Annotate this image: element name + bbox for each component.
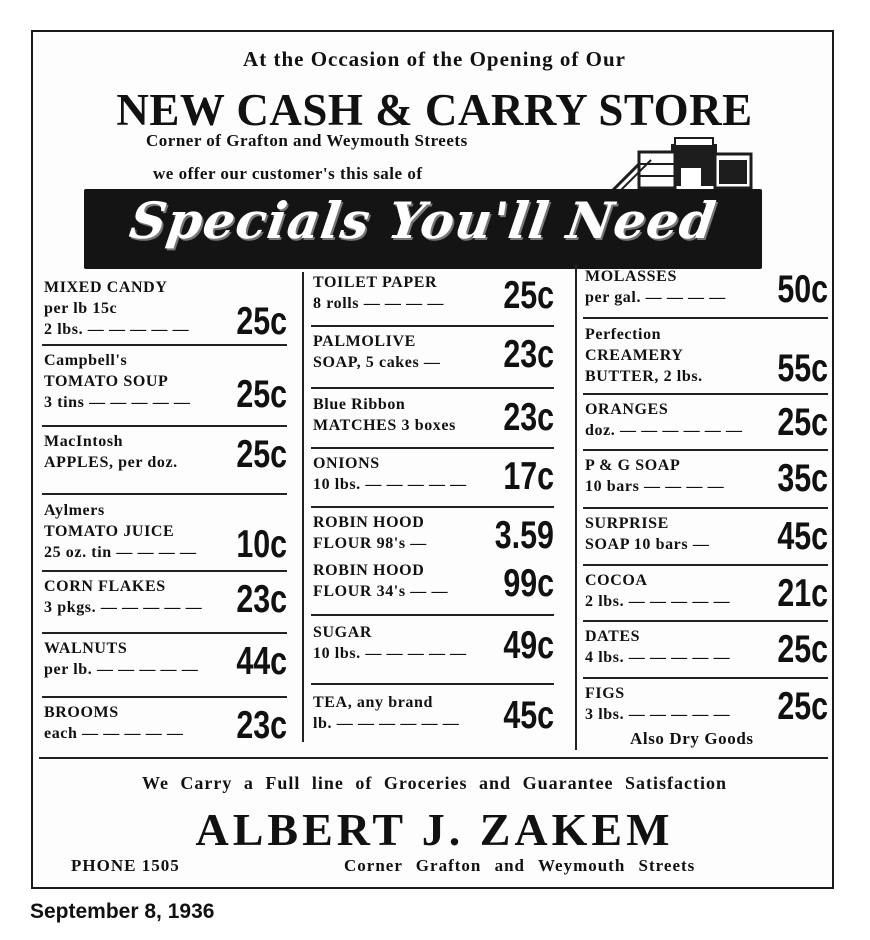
store-name-heading: NEW CASH & CARRY STORE xyxy=(116,85,753,135)
item-line: ROBIN HOOD xyxy=(313,562,425,579)
column-divider xyxy=(575,264,577,750)
item-description xyxy=(44,500,197,563)
item-description xyxy=(313,272,444,314)
item-divider xyxy=(583,564,828,566)
offer-line: we offer our customer's this sale of xyxy=(153,164,423,183)
item-line: Perfection xyxy=(585,326,662,343)
item-line: TEA, any brand xyxy=(313,694,433,711)
date-caption: September 8, 1936 xyxy=(30,900,215,923)
item-price: 17c xyxy=(503,455,554,498)
item-price: 45c xyxy=(503,694,554,737)
item-line: 3 pkgs. — — — — — xyxy=(44,599,203,616)
item-divider xyxy=(583,620,828,622)
item-divider xyxy=(42,425,287,427)
phone-number: PHONE 1505 xyxy=(71,856,180,875)
item-line: 2 lbs. — — — — — xyxy=(585,593,731,610)
item-line: 2 lbs. — — — — — xyxy=(44,321,190,338)
item-line: MOLASSES xyxy=(585,268,677,285)
item-description xyxy=(585,455,724,497)
item-line: SUGAR xyxy=(313,624,373,641)
item-line: 8 rolls — — — — xyxy=(313,295,444,312)
item-line: PALMOLIVE xyxy=(313,333,416,350)
item-line: each — — — — — xyxy=(44,725,184,742)
item-description xyxy=(313,453,467,495)
item-price: 25c xyxy=(503,274,554,317)
item-divider xyxy=(42,632,287,634)
item-description xyxy=(585,513,709,555)
item-description xyxy=(44,638,198,680)
item-description xyxy=(585,626,730,668)
item-line: TOMATO JUICE xyxy=(44,523,175,540)
item-line: Blue Ribbon xyxy=(313,396,406,413)
item-line: ONIONS xyxy=(313,455,380,472)
item-price: 3.59 xyxy=(494,514,554,557)
item-description xyxy=(44,277,189,340)
item-divider xyxy=(311,614,554,616)
item-line: Aylmers xyxy=(44,502,105,519)
item-divider xyxy=(311,506,554,508)
item-line: COCOA xyxy=(585,572,648,589)
item-description xyxy=(585,399,743,441)
item-line: BUTTER, 2 lbs. xyxy=(585,368,703,385)
item-line: FIGS xyxy=(585,685,625,702)
item-price: 99c xyxy=(503,562,554,605)
item-divider xyxy=(42,696,287,698)
item-description xyxy=(313,560,448,602)
item-line: MATCHES 3 boxes xyxy=(313,417,456,434)
item-description xyxy=(44,702,184,744)
item-line: 25 oz. tin — — — — xyxy=(44,544,197,561)
item-divider xyxy=(583,317,828,319)
item-price: 10c xyxy=(236,523,287,566)
item-price: 23c xyxy=(236,578,287,621)
item-divider xyxy=(42,493,287,495)
item-divider xyxy=(311,387,554,389)
item-price: 44c xyxy=(236,640,287,683)
item-divider xyxy=(583,393,828,395)
item-description xyxy=(313,394,456,436)
item-line: SOAP 10 bars — xyxy=(585,536,710,553)
advertisement xyxy=(31,30,834,889)
item-description xyxy=(44,576,202,618)
item-line: lb. — — — — — — xyxy=(313,715,460,732)
item-line: SURPRISE xyxy=(585,515,669,532)
item-line: 3 tins — — — — — xyxy=(44,394,191,411)
item-description xyxy=(585,570,730,612)
item-line: Campbell's xyxy=(44,352,128,369)
item-price: 25c xyxy=(236,433,287,476)
banner-title: Specials You'll Need xyxy=(126,191,720,250)
also-dry-goods-note: Also Dry Goods xyxy=(630,729,754,748)
item-divider xyxy=(311,447,554,449)
item-line: per lb 15c xyxy=(44,300,118,317)
groceries-guarantee-line: We Carry a Full line of Groceries and Guarantee Satisfaction xyxy=(141,773,728,793)
owner-name: ALBERT J. ZAKEM xyxy=(195,804,674,855)
item-line: SOAP, 5 cakes — xyxy=(313,354,441,371)
item-divider xyxy=(311,683,554,685)
item-price: 23c xyxy=(503,396,554,439)
item-description xyxy=(313,692,459,734)
item-line: WALNUTS xyxy=(44,640,128,657)
item-line: 10 lbs. — — — — — xyxy=(313,645,467,662)
item-price: 25c xyxy=(236,300,287,343)
item-price: 50c xyxy=(777,268,828,311)
item-line: 3 lbs. — — — — — xyxy=(585,706,731,723)
item-description xyxy=(585,266,726,308)
item-description xyxy=(313,512,427,554)
item-line: APPLES, per doz. xyxy=(44,454,178,471)
item-divider xyxy=(583,507,828,509)
item-line: 4 lbs. — — — — — xyxy=(585,649,731,666)
groceries-illustration xyxy=(611,134,756,192)
item-line: doz. — — — — — — xyxy=(585,422,743,439)
item-description xyxy=(44,431,178,473)
item-price: 55c xyxy=(777,347,828,390)
item-price: 23c xyxy=(236,704,287,747)
footer-divider xyxy=(39,757,828,759)
item-line: per gal. — — — — xyxy=(585,289,726,306)
item-price: 25c xyxy=(777,628,828,671)
item-divider xyxy=(42,344,287,346)
item-line: DATES xyxy=(585,628,641,645)
item-description xyxy=(313,331,441,373)
item-price: 23c xyxy=(503,333,554,376)
item-description xyxy=(585,683,730,725)
item-divider xyxy=(311,325,554,327)
item-divider xyxy=(583,677,828,679)
intro-line: At the Occasion of the Opening of Our xyxy=(243,47,626,71)
item-price: 45c xyxy=(777,515,828,558)
location-line: Corner of Grafton and Weymouth Streets xyxy=(146,131,468,150)
item-line: per lb. — — — — — xyxy=(44,661,199,678)
item-line: CREAMERY xyxy=(585,347,684,364)
specials-banner xyxy=(84,189,762,269)
item-line: 10 lbs. — — — — — xyxy=(313,476,467,493)
item-description xyxy=(44,350,191,413)
item-price: 25c xyxy=(777,685,828,728)
item-line: BROOMS xyxy=(44,704,119,721)
item-line: FLOUR 98's — xyxy=(313,535,427,552)
item-line: P & G SOAP xyxy=(585,457,681,474)
item-divider xyxy=(583,449,828,451)
item-line: CORN FLAKES xyxy=(44,578,166,595)
item-line: 10 bars — — — — xyxy=(585,478,725,495)
item-price: 49c xyxy=(503,624,554,667)
item-line: ORANGES xyxy=(585,401,669,418)
store-address: Corner Grafton and Weymouth Streets xyxy=(344,856,696,875)
item-line: TOMATO SOUP xyxy=(44,373,169,390)
item-line: TOILET PAPER xyxy=(313,274,438,291)
item-price: 21c xyxy=(777,572,828,615)
item-price: 35c xyxy=(777,457,828,500)
item-divider xyxy=(42,570,287,572)
item-description xyxy=(585,324,703,387)
item-line: MIXED CANDY xyxy=(44,279,168,296)
item-price: 25c xyxy=(236,373,287,416)
item-price: 25c xyxy=(777,401,828,444)
item-description xyxy=(313,622,467,664)
item-line: MacIntosh xyxy=(44,433,124,450)
column-divider xyxy=(302,272,304,742)
item-line: ROBIN HOOD xyxy=(313,514,425,531)
item-line: FLOUR 34's — — xyxy=(313,583,449,600)
